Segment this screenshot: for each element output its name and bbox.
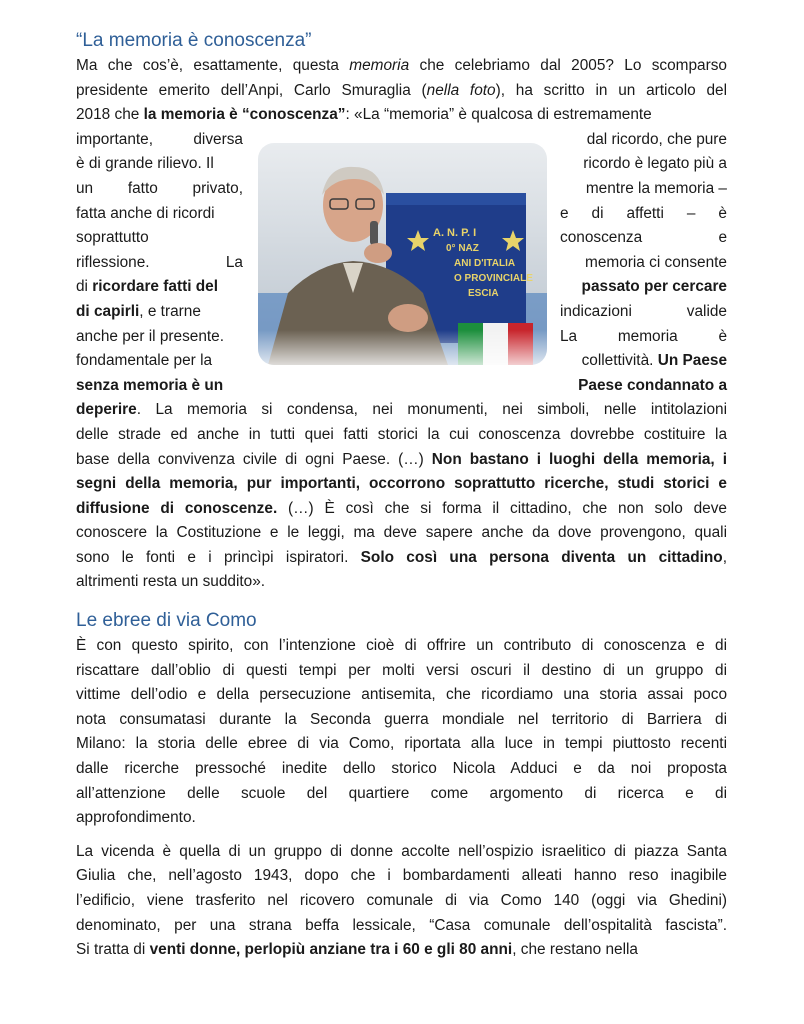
wrap-left-column: soprattutto xyxy=(76,229,149,247)
section-heading-memoria: “La memoria è conoscenza” xyxy=(76,30,312,51)
text-line: presidente emerito dell’Anpi, Carlo Smuraglia (nella foto), ha scritto in un articolo del xyxy=(76,81,727,99)
text-line: altrimenti resta un suddito». xyxy=(76,573,266,591)
paragraph-ebree-1 xyxy=(76,634,727,831)
intro-paragraph xyxy=(76,54,727,128)
text-line: La vicenda è quella di un gruppo di donne accolte nell’ospizio israelitico di piazza Santa xyxy=(76,842,727,860)
text-line: 2018 che la memoria è “conoscenza”: «La “memoria” è qualcosa di estremamente xyxy=(76,106,652,124)
wrap-right-column: Paese condannato a xyxy=(578,376,727,394)
text-line: Si tratta di venti donne, perlopiù anziane tra i 60 e gli 80 anni, che restano nella xyxy=(76,941,638,959)
wrap-left-column: fondamentale per la xyxy=(76,352,213,370)
wrap-right-column: passato per cercare xyxy=(581,278,727,296)
banner-text: 0° NAZ xyxy=(446,243,479,254)
wrap-left-column: importante, diversa xyxy=(76,130,243,148)
banner-text: ESCIA xyxy=(468,288,499,299)
text-line: approfondimento. xyxy=(76,809,196,827)
text-line: È con questo spirito, con l’intenzione cioè di offrire un contributo di conoscenza e di xyxy=(76,637,727,655)
text-line: riscattare dall’oblio di questi tempi per molti versi oscuri il destino di un gruppo di xyxy=(76,661,727,679)
wrap-right-column: e di affetti – è xyxy=(560,204,727,222)
document-page xyxy=(76,28,727,963)
wrap-right-column: La memoria è xyxy=(560,327,727,345)
text-line: deperire. La memoria si condensa, nei monumenti, nei simboli, nelle intitolazioni xyxy=(76,401,727,419)
text-line: sono le fonti e i princìpi ispiratori. Solo così una persona diventa un cittadino, xyxy=(76,548,727,566)
wrap-right-column: conoscenza e xyxy=(560,229,727,247)
text-line: conoscere la Costituzione e le leggi, ma deve sapere anche da dove provengono, quali xyxy=(76,524,727,542)
paragraph-ebree-2 xyxy=(76,840,727,963)
quote-continuation-paragraph xyxy=(76,398,727,595)
wrap-right-column: collettività. Un Paese xyxy=(581,352,727,370)
text-line: dalle ricerche pressoché inedite dello storico Nicola Adduci e da noi proposta xyxy=(76,760,727,778)
wrap-left-column: è di grande rilievo. Il xyxy=(76,155,214,173)
banner-text: O PROVINCIALE xyxy=(454,273,533,284)
banner-text: A. N. P. I xyxy=(433,227,477,239)
text-line: diffusione di conoscenze. (…) È così che si forma il cittadino, che non solo deve xyxy=(76,499,727,517)
text-line: l’edificio, viene trasferito nel ricovero comunale di via Como 140 (oggi via Ghedini) xyxy=(76,892,727,909)
wrap-left-column: di capirli, e trarne xyxy=(76,302,201,320)
text-line: Milano: la storia delle ebree di via Como, riportata alla luce in tempi piuttosto recenti xyxy=(76,735,727,753)
text-line: denominato, per una strana beffa lessicale, “Casa comunale dell’ospitalità fascista”. xyxy=(76,916,727,934)
text-line: nota consumatasi durante la Seconda guerra mondiale nel territorio di Barriera di xyxy=(76,710,727,728)
wrap-left-column: anche per il presente. xyxy=(76,327,225,345)
text-line: Giulia che, nell’agosto 1943, dopo che i bombardamenti alleati hanno reso inagibile xyxy=(76,867,727,885)
wrap-right-column: dal ricordo, che pure xyxy=(586,130,727,148)
wrap-right-column: ricordo è legato più a xyxy=(583,155,727,173)
wrap-left-column: un fatto privato, xyxy=(76,179,243,197)
wrap-right-column: mentre la memoria – xyxy=(585,179,727,197)
wrap-left-column: riflessione. La xyxy=(76,253,243,271)
wrap-left-column: fatta anche di ricordi xyxy=(76,204,215,222)
wrap-right-column: memoria ci consente xyxy=(585,253,727,271)
wrap-left-column: di ricordare fatti del xyxy=(76,278,218,296)
banner-text: ANI D'ITALIA xyxy=(454,258,516,269)
text-line: delle strade ed anche in tutti quei fatti storici la cui conoscenza dovrebbe costituire la xyxy=(76,425,727,443)
wrap-left-column: senza memoria è un xyxy=(76,376,224,394)
wrap-right-column: indicazioni valide xyxy=(560,302,727,320)
text-line: all’attenzione delle scuole del quartiere come argomento di ricerca e di xyxy=(76,784,727,802)
photo-fade-overlay xyxy=(258,330,547,380)
text-line: base della convivenza civile di ogni Paese. (…) Non bastano i luoghi della memoria, i xyxy=(76,450,727,468)
text-line: vittime dell’odio e della persecuzione antisemita, che ricordiamo una storia assai poco xyxy=(76,686,727,704)
text-line: segni della memoria, pur importanti, occorrono soprattutto ricerche, studi storici e xyxy=(76,475,727,493)
text-line: Ma che cos’è, esattamente, questa memoria che celebriamo dal 2005? Lo scomparso xyxy=(76,57,727,74)
section-heading-ebree: Le ebree di via Como xyxy=(76,610,257,632)
